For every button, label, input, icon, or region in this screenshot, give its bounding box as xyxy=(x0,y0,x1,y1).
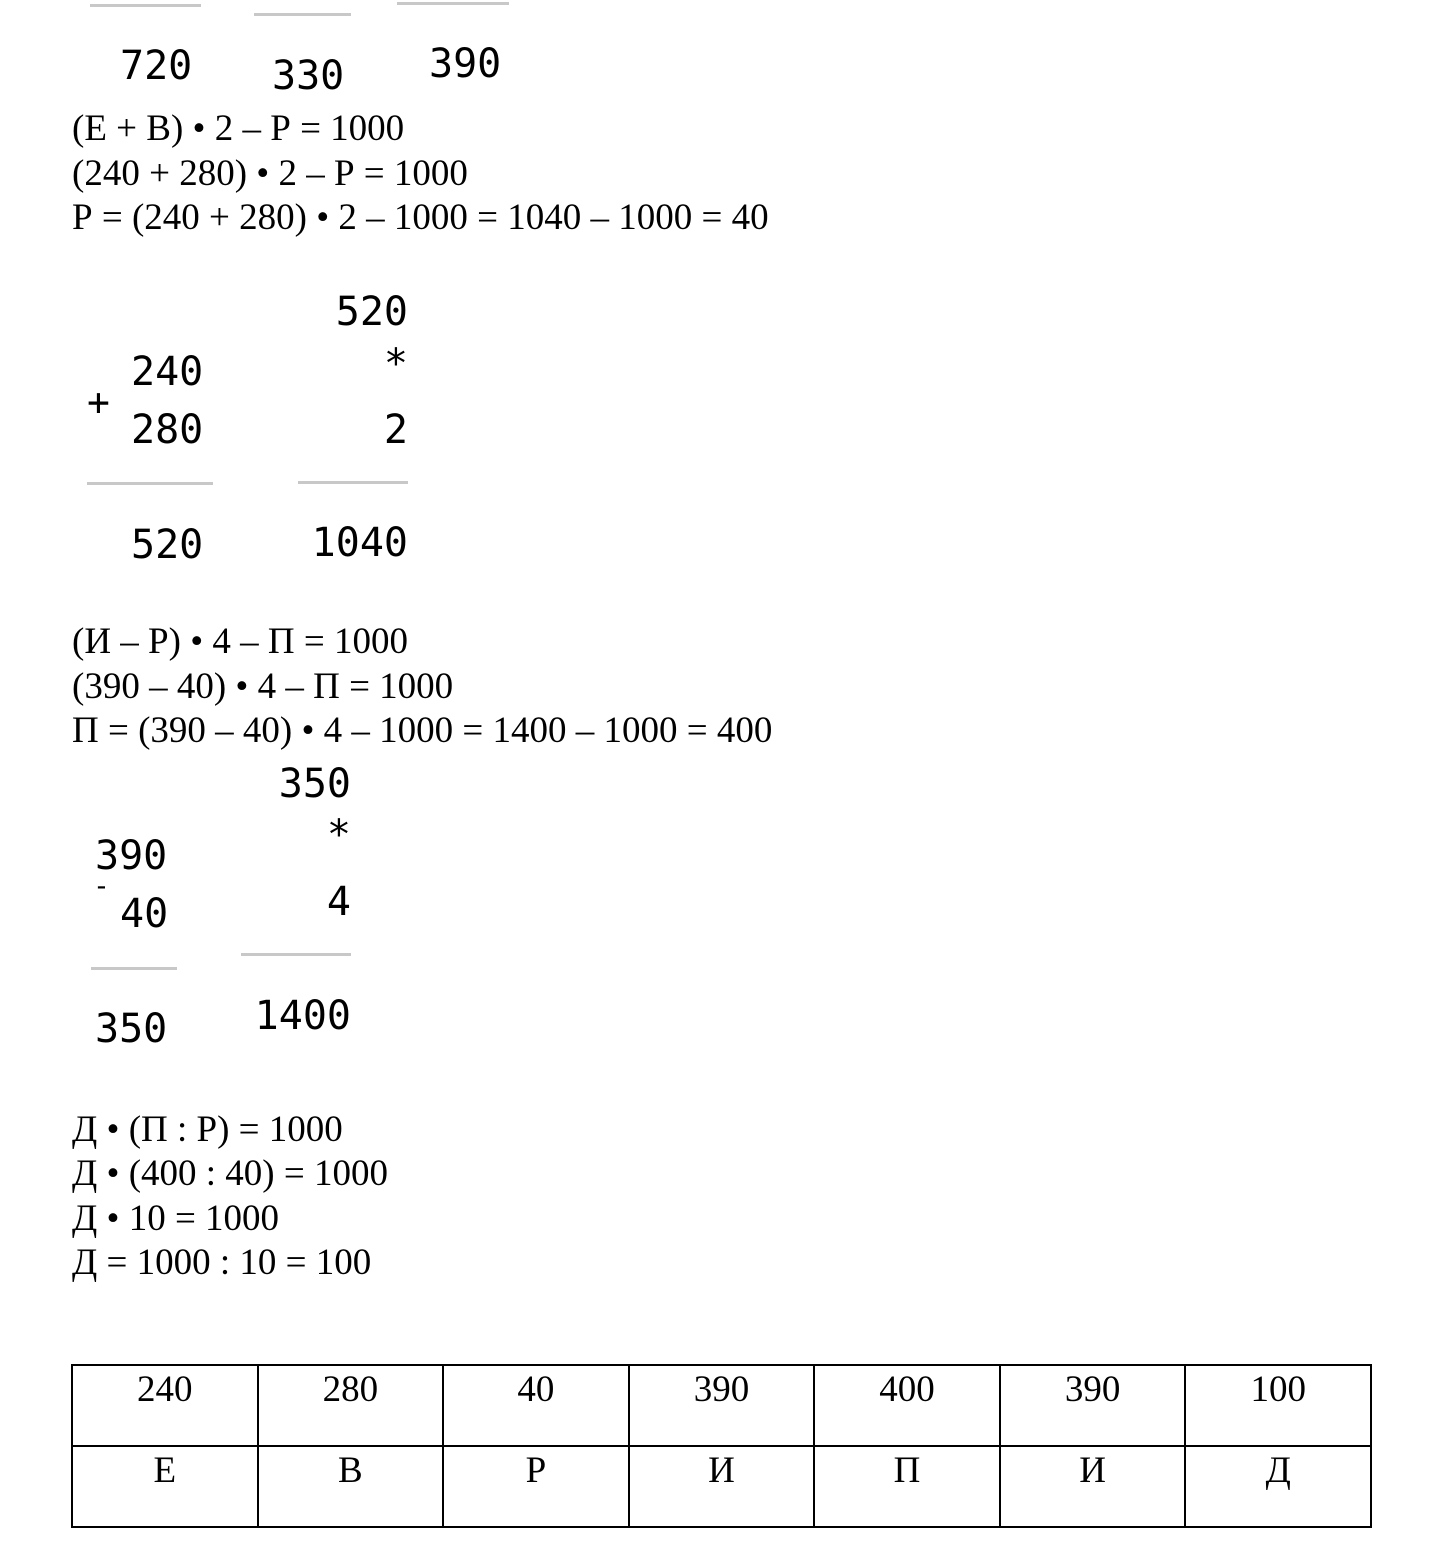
table-row-numbers xyxy=(72,1365,1371,1446)
equation-p-line-2: (390 – 40) • 4 – П = 1000 xyxy=(72,666,454,707)
table-cell-letter: И xyxy=(629,1446,815,1527)
add-operand-b: 280 xyxy=(131,407,204,453)
equation-d-line-4: Д = 1000 : 10 = 100 xyxy=(72,1242,372,1283)
table-cell-number: 280 xyxy=(258,1365,444,1446)
equation-d-line-2: Д • (400 : 40) = 1000 xyxy=(72,1153,388,1194)
top-result-1: 720 xyxy=(120,43,193,89)
table-cell-letter: Д xyxy=(1185,1446,1371,1527)
mul-p-operand-b: 4 xyxy=(326,879,351,925)
answer-table xyxy=(71,1364,1372,1528)
mul-p-operator: * xyxy=(326,812,351,858)
table-cell-letter: Е xyxy=(72,1446,258,1527)
mul-r-operand-a: 520 xyxy=(335,289,408,335)
top-rule-3 xyxy=(397,2,509,5)
table-row-letters xyxy=(72,1446,1371,1527)
top-rule-2 xyxy=(254,13,351,16)
add-operand-a: 240 xyxy=(131,349,204,395)
table-cell-number: 240 xyxy=(72,1365,258,1446)
sub-operand-b: 40 xyxy=(120,891,169,937)
equation-p-line-1: (И – Р) • 4 – П = 1000 xyxy=(72,621,408,662)
mul-p-result: 1400 xyxy=(254,993,351,1039)
table-cell-letter: В xyxy=(258,1446,444,1527)
table-cell-letter: И xyxy=(1000,1446,1186,1527)
table-cell-letter: Р xyxy=(443,1446,629,1527)
mul-r-result: 1040 xyxy=(311,520,408,566)
table-cell-number: 400 xyxy=(814,1365,1000,1446)
mul-r-operator: * xyxy=(383,341,408,387)
equation-d-line-1: Д • (П : Р) = 1000 xyxy=(72,1109,343,1150)
table-cell-letter: П xyxy=(814,1446,1000,1527)
equation-r-line-1: (Е + В) • 2 – Р = 1000 xyxy=(72,108,405,149)
top-result-2: 330 xyxy=(272,53,345,99)
table-cell-number: 40 xyxy=(443,1365,629,1446)
table-cell-number: 390 xyxy=(629,1365,815,1446)
equation-d-line-3: Д • 10 = 1000 xyxy=(72,1198,280,1239)
add-result: 520 xyxy=(131,522,204,568)
equation-p-line-3: П = (390 – 40) • 4 – 1000 = 1400 – 1000 = 400 xyxy=(72,710,773,751)
mul-p-operand-a: 350 xyxy=(278,761,351,807)
mul-r-rule xyxy=(298,481,408,484)
table-cell-number: 390 xyxy=(1000,1365,1186,1446)
mul-r-operand-b: 2 xyxy=(383,407,408,453)
add-operator: + xyxy=(87,380,110,424)
top-rule-1 xyxy=(90,4,201,7)
equation-r-line-3: Р = (240 + 280) • 2 – 1000 = 1040 – 1000 = 40 xyxy=(72,197,769,238)
add-rule xyxy=(87,482,213,485)
top-result-3: 390 xyxy=(429,41,502,87)
mul-p-rule xyxy=(241,953,351,956)
sub-operator: - xyxy=(93,869,110,902)
equation-r-line-2: (240 + 280) • 2 – Р = 1000 xyxy=(72,153,468,194)
table-cell-number: 100 xyxy=(1185,1365,1371,1446)
sub-result: 350 xyxy=(95,1006,168,1052)
sub-rule xyxy=(91,967,177,970)
sub-operand-a: 390 xyxy=(95,833,168,879)
